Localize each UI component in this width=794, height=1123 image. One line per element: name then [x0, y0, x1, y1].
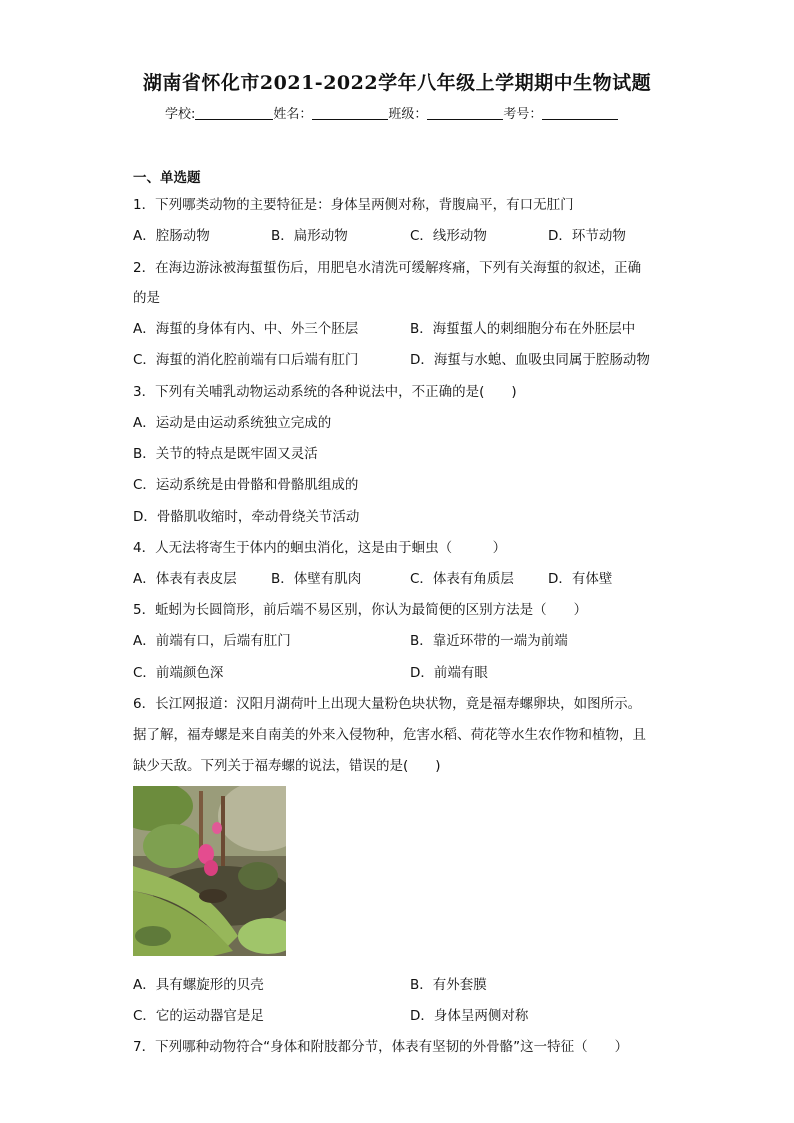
exam-title: 湖南省怀化市2021-2022学年八年级上学期期中生物试题: [142, 72, 652, 94]
q3-option-c: C．运动系统是由骨骼和骨骼肌组成的: [133, 477, 359, 493]
q4-option-c: C．体表有角质层: [410, 571, 514, 587]
question-6-stem-line1: 6．长江网报道：汉阳月湖荷叶上出现大量粉色块状物，竟是福寿螺卵块，如图所示。: [133, 696, 642, 712]
q1-option-c: C．线形动物: [410, 228, 487, 244]
question-5-stem: 5．蚯蚓为长圆筒形，前后端不易区别，你认为最简便的区别方法是（ ）: [133, 602, 588, 618]
q5-option-b: B．靠近环带的一端为前端: [410, 633, 568, 649]
q3-option-b: B．关节的特点是既牢固又灵活: [133, 446, 318, 462]
apple-snail-eggs-photo: [133, 786, 286, 956]
class-blank: [427, 105, 503, 120]
q6-option-b: B．有外套膜: [410, 977, 487, 993]
q1-option-a: A．腔肠动物: [133, 228, 210, 244]
q2-option-d: D．海蜇与水螅、血吸虫同属于腔肠动物: [410, 352, 650, 368]
question-6-stem-line2: 据了解，福寿螺是来自南美的外来入侵物种，危害水稻、荷花等水生农作物和植物，且: [133, 727, 646, 743]
school-label: 学校:: [165, 107, 196, 122]
id-label: 考号：: [503, 107, 543, 122]
id-blank: [542, 105, 618, 120]
q2-option-a: A．海蜇的身体有内、中、外三个胚层: [133, 321, 359, 337]
q5-option-a: A．前端有口，后端有肛门: [133, 633, 291, 649]
question-2-stem-line1: 2．在海边游泳被海蜇蜇伤后，用肥皂水清洗可缓解疼痛，下列有关海蜇的叙述，正确: [133, 260, 642, 276]
name-label: 姓名：: [273, 107, 313, 122]
q5-option-d: D．前端有眼: [410, 665, 488, 681]
q6-option-c: C．它的运动器官是足: [133, 1008, 264, 1024]
q3-option-d: D．骨骼肌收缩时，牵动骨绕关节活动: [133, 509, 360, 525]
class-label: 班级：: [388, 107, 428, 122]
question-3-stem: 3．下列有关哺乳动物运动系统的各种说法中，不正确的是( ): [133, 384, 517, 400]
section-heading: 一、单选题: [133, 170, 201, 186]
q1-option-d: D．环节动物: [548, 228, 626, 244]
q2-option-c: C．海蜇的消化腔前端有口后端有肛门: [133, 352, 359, 368]
q4-option-a: A．体表有表皮层: [133, 571, 237, 587]
question-2-stem-line2: 的是: [133, 290, 160, 306]
question-6-stem-line3: 缺少天敌。下列关于福寿螺的说法，错误的是( ): [133, 758, 441, 774]
q2-option-b: B．海蜇蜇人的刺细胞分布在外胚层中: [410, 321, 636, 337]
question-1-stem: 1．下列哪类动物的主要特征是：身体呈两侧对称，背腹扁平，有口无肛门: [133, 197, 574, 213]
student-info-row: [165, 103, 618, 122]
q4-option-d: D．有体壁: [548, 571, 613, 587]
q3-option-a: A．运动是由运动系统独立完成的: [133, 415, 332, 431]
q1-option-b: B．扁形动物: [271, 228, 348, 244]
name-blank: [312, 105, 388, 120]
q6-option-a: A．具有螺旋形的贝壳: [133, 977, 264, 993]
question-4-stem: 4．人无法将寄生于体内的蛔虫消化，这是由于蛔虫（ ）: [133, 540, 507, 556]
q5-option-c: C．前端颜色深: [133, 665, 224, 681]
question-7-stem: 7．下列哪种动物符合“身体和附肢都分节，体表有坚韧的外骨骼”这一特征（ ）: [133, 1039, 629, 1055]
school-blank: [195, 105, 273, 120]
q6-option-d: D．身体呈两侧对称: [410, 1008, 529, 1024]
q4-option-b: B．体壁有肌肉: [271, 571, 362, 587]
